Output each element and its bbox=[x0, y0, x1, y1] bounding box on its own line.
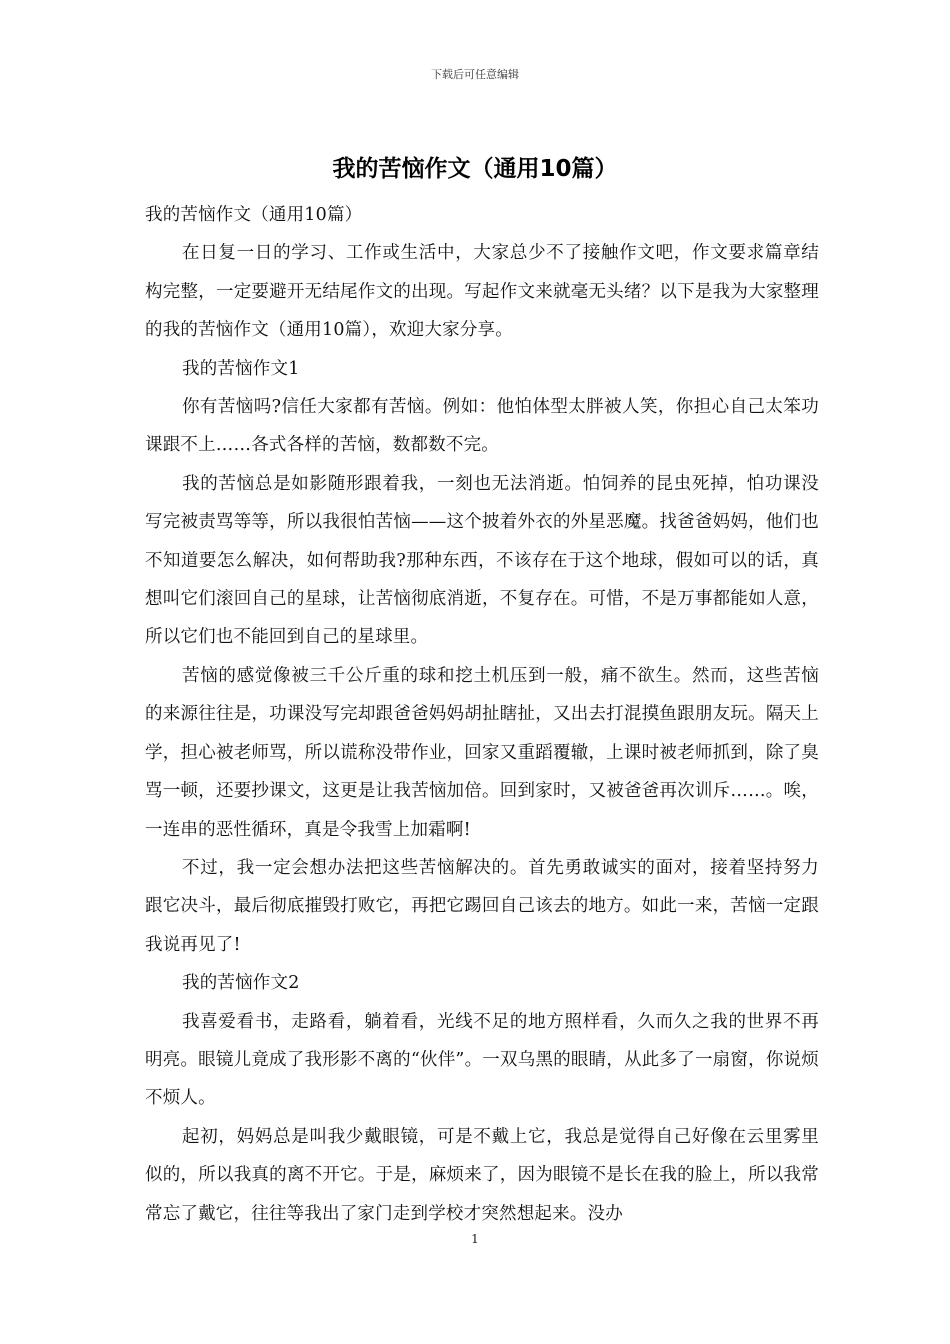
body-paragraph: 你有苦恼吗?信任大家都有苦恼。例如：他怕体型太胖被人笑，你担心自己太笨功课跟不上……各式各样的苦恼，数都数不完。 bbox=[145, 397, 819, 456]
body-paragraph: 苦恼的感觉像被三千公斤重的球和挖土机压到一般，痛不欲生。然而，这些苦恼的来源往往是，功课没写完却跟爸爸妈妈胡扯瞎扯，又出去打混摸鱼跟朋友玩。隔天上学，担心被老师骂，所以谎称没带作业，回家又重蹈覆辙，上课时被老师抓到，除了臭骂一顿，还要抄课文，这更是让我苦恼加倍。回到家时，又被爸爸再次训斥……。唉，一连串的恶性循环，真是令我雪上加霜啊! bbox=[145, 665, 819, 840]
body-paragraph: 我的苦恼总是如影随形跟着我，一刻也无法消逝。怕饲养的昆虫死掉，怕功课没写完被责骂等等，所以我很怕苦恼——这个披着外衣的外星恶魔。找爸爸妈妈，他们也不知道要怎么解决，如何帮助我?那种东西，不该存在于这个地球，假如可以的话，真想叫它们滚回自己的星球，让苦恼彻底消逝，不复存在。可惜，不是万事都能如人意，所以它们也不能回到自己的星球里。 bbox=[145, 473, 819, 648]
document-body bbox=[145, 196, 819, 1233]
section-heading-2: 我的苦恼作文2 bbox=[182, 973, 300, 994]
subtitle-paragraph: 我的苦恼作文（通用10篇） bbox=[145, 205, 363, 225]
document-title: 我的苦恼作文（通用10篇） bbox=[332, 156, 618, 182]
page-number: 1 bbox=[471, 1232, 479, 1246]
body-paragraph: 不过，我一定会想办法把这些苦恼解决的。首先勇敢诚实的面对，接着坚持努力跟它决斗，最后彻底摧毁打败它，再把它踢回自己该去的地方。如此一来，苦恼一定跟我说再见了! bbox=[145, 857, 819, 955]
body-paragraph: 起初，妈妈总是叫我少戴眼镜，可是不戴上它，我总是觉得自己好像在云里雾里似的，所以我真的离不开它。于是，麻烦来了，因为眼镜不是长在我的脸上，所以我常常忘了戴它，往往等我出了家门走到学校才突然想起来。没办 bbox=[145, 1126, 819, 1224]
body-paragraph: 我喜爱看书，走路看，躺着看，光线不足的地方照样看，久而久之我的世界不再明亮。眼镜儿竟成了我形影不离的“伙伴”。一双乌黑的眼睛，从此多了一扇窗，你说烦不烦人。 bbox=[145, 1011, 819, 1109]
intro-paragraph: 在日复一日的学习、工作或生活中，大家总少不了接触作文吧，作文要求篇章结构完整，一定要避开无结尾作文的出现。写起作文来就毫无头绪？以下是我为大家整理的我的苦恼作文（通用10篇），欢迎大家分享。 bbox=[145, 243, 819, 341]
header-note: 下载后可任意编辑 bbox=[431, 68, 519, 81]
section-heading-1: 我的苦恼作文1 bbox=[182, 358, 300, 379]
